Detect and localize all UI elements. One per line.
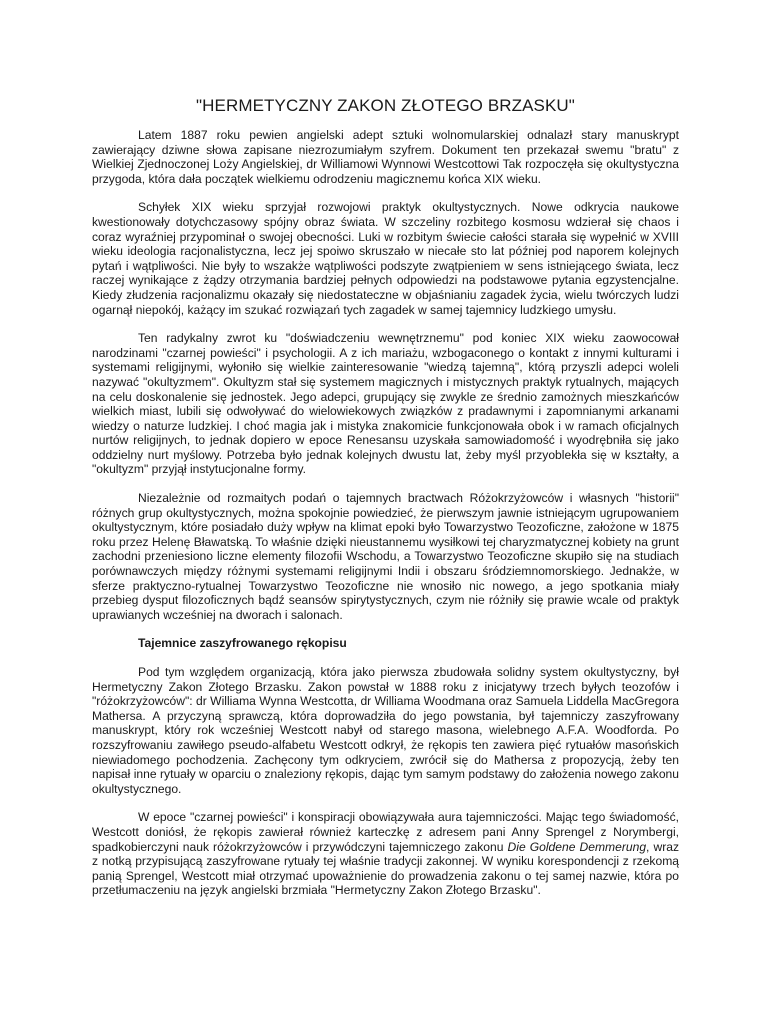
- document-page: [92, 96, 679, 912]
- paragraph: Schyłek XIX wieku sprzyjał rozwojowi praktyk okultystycznych. Nowe odkrycia naukowe kwestionowały dotychczasowy spójny obraz świata. W szczeliny rozbitego kosmosu wdzierał się chaos i coraz wyraźniej przypominał o swojej obecności. Luki w rozbitym świecie całości starała się wypełnić w XVIII wieku ideologia racjonalistyczna, lecz jej spoiwo skruszało w niecałe sto lat później pod naporem kolejnych pytań i wątpliwości. Nie były to wszakże wątpliwości podszyte zwątpieniem w sens istniejącego świata, lecz raczej wynikające z żądzy otrzymania bardziej pełnych odpowiedzi na podstawowe pytania egzystencjalne. Kiedy złudzenia racjonalizmu okazały się niedostateczne w objaśnianiu zagadek życia, wielu twórczych ludzi ogarnął niepokój, każący im szukać rozwiązań tych zagadek w samej tajemnicy ludzkiego umysłu.: [92, 200, 679, 317]
- paragraph: Ten radykalny zwrot ku "doświadczeniu wewnętrznemu" pod koniec XIX wieku zaowocował narodzinami "czarnej powieści" i psychologii. A z ich mariażu, wzbogaconego o kontakt z innymi kulturami i systemami religijnymi, wyłoniło się wielkie zainteresowanie "wiedzą tajemną", którą przyszli adepci woleli nazywać "okultyzmem". Okultyzm stał się systemem magicznych i mistycznych praktyk rytualnych, mających na celu doskonalenie się jednostek. Jego adepci, grupujący się zwykle ze średnio zamożnych mieszkańców wielkich miast, lubili się odwoływać do wielowiekowych związków z pradawnymi i zapomnianymi arkanami wiedzy o naturze ludzkiej. I choć magia jak i mistyka znakomicie funkcjonowała obok i w ramach oficjalnych nurtów religijnych, to jednak dopiero w epoce Renesansu uzyskała samowiadomość i wyodrębniła się jako oddzielny nurt myślowy. Potrzeba było jednak kolejnych dwustu lat, żeby myśl przyoblekła się w kształty, a "okultyzm" przyjął instytucjonalne formy.: [92, 331, 679, 477]
- italic-title: Die Goldene Demmerung: [507, 839, 647, 854]
- section-heading: Tajemnice zaszyfrowanego rękopisu: [138, 636, 347, 651]
- paragraph: Pod tym względem organizacją, która jako pierwsza zbudowała solidny system okultystyczny, był Hermetyczny Zakon Złotego Brzasku. Zakon powstał w 1888 roku z inicjatywy trzech byłych teozofów i "różokrzyżowców": dr Williama Wynna Westcotta, dr Williama Woodmana oraz Samuela Liddella MacGregora Mathersa. A przyczyną sprawczą, która doprowadziła do jego powstania, był tajemniczy zaszyfrowany manuskrypt, który rok wcześniej Westcott nabył od starego masona, wielebnego A.F.A. Woodforda. Po rozszyfrowaniu zawiłego pseudo-alfabetu Westcott odkrył, że rękopis ten zawiera pięć rytuałów masońskich niewiadomego pochodzenia. Zachęcony tym odkryciem, zwrócił się do Mathersa z propozycją, żeby ten napisał inne rytuały w oparciu o znaleziony rękopis, dając tym samym podstawy do założenia nowego zakonu okultystycznego.: [92, 665, 679, 796]
- paragraph-text: , wraz z notką przypisującą zaszyfrowane rytuały tej właśnie tradycji zakonnej. W wyniku korespondencji z rzekomą panią Sprengel, Westcott miał otrzymać upoważnienie do prowadzenia zakonu o tej samej nazwie, która po przetłumaczeniu na język angielski brzmiała "Hermetyczny Zakon Złotego Brzasku".: [92, 839, 679, 898]
- paragraph-text: W epoce "czarnej powieści" i konspiracji obowiązywała aura tajemniczości. Mając tego świadomość, Westcott doniósł, że rękopis zawierał również karteczkę z adresem pani Anny Sprengel z Norymbergi, spadkobierczyni nauk różokrzyżowców i przywódczyni tajemniczego zakonu: [92, 810, 679, 854]
- document-title: "HERMETYCZNY ZAKON ZŁOTEGO BRZASKU": [196, 96, 575, 115]
- paragraph: Latem 1887 roku pewien angielski adept sztuki wolnomularskiej odnalazł stary manuskrypt zawierający dziwne słowa zapisane niezrozumiałym szyfrem. Dokument ten przekazał swemu "bratu" z Wielkiej Zjednoczonej Loży Angielskiej, dr Williamowi Wynnowi Westcottowi Tak rozpoczęła się okultystyczna przygoda, która dała początek wielkiemu odrodzeniu magicznemu końca XIX wieku.: [92, 128, 679, 186]
- paragraph-with-italic: [92, 810, 679, 898]
- paragraph: Niezależnie od rozmaitych podań o tajemnych bractwach Różokrzyżowców i własnych "historii" różnych grup okultystycznych, można spokojnie powiedzieć, że pierwszym jawnie istniejącym ugrupowaniem okultystycznym, które posiadało duży wpływ na klimat epoki było Towarzystwo Teozoficzne, założone w 1875 roku przez Helenę Bławatską. To właśnie dzięki nieustannemu wysiłkowi tej charyzmatycznej kobiety na grunt zachodni przeniesiono liczne elementy filozofii Wschodu, a Towarzystwo Teozoficzne skupiło się na studiach porównawczych między różnymi systemami religijnymi Indii i obszaru śródziemnomorskiego. Jednakże, w sferze praktyczno-rytualnej Towarzystwo Teozoficzne nie wnosiło nic nowego, a jego spotkania miały przebieg dysput filozoficznych bądź seansów spirytystycznych, czym nie różniły się prawie wcale od praktyk uprawianych wcześniej na dworach i salonach.: [92, 491, 679, 622]
